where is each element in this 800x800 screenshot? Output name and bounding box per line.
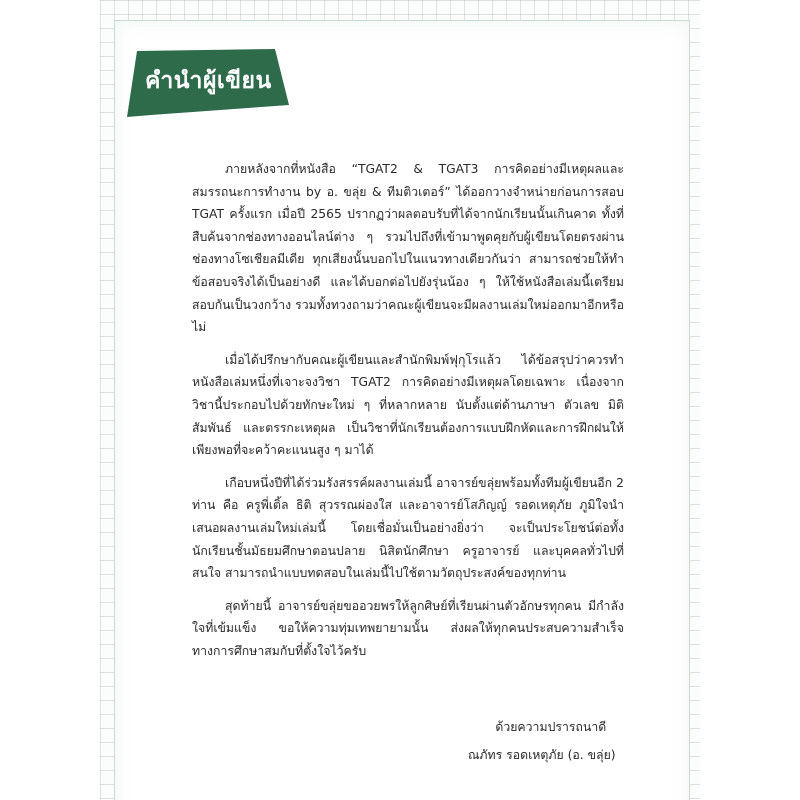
- paragraph-2: เมื่อได้ปรึกษากับคณะผู้เขียนและสำนักพิมพ์ฟุกุโรแล้ว ได้ข้อสรุปว่าควรทำหนังสือเล่มหนึ่งที่เจาะจงวิชา TGAT2 การคิดอย่างมีเหตุผลโดยเฉพาะ เนื่องจากวิชานี้ประกอบไปด้วยทักษะใหม่ ๆ ที่หลากหลาย นับตั้งแต่ด้านภาษา ตัวเลข มิติสัมพันธ์ และตรรกะเหตุผล เป็นวิชาที่นักเรียนต้องการแบบฝึกหัดและการฝึกฝนให้เพียงพอที่จะคว้าคะแนนสูง ๆ มาได้: [192, 352, 624, 458]
- preface-body: [192, 158, 624, 672]
- paragraph-3: เกือบหนึ่งปีที่ได้ร่วมรังสรรค์ผลงานเล่มนี้ อาจารย์ขลุ่ยพร้อมทั้งทีมผู้เขียนอีก 2 ท่าน คือ ครูพี่เติ้ล ธิติ สุวรรณผ่องใส และอาจารย์โสภิญญ์ รอดเหตุภัย ภูมิใจนำเสนอผลงานเล่มใหม่เล่มนี้ โดยเชื่อมั่นเป็นอย่างยิ่งว่า จะเป็นประโยชน์ต่อทั้งนักเรียนชั้นมัธยมศึกษาตอนปลาย นิสิตนักศึกษา ครูอาจารย์ และบุคคลทั่วไปที่สนใจ สามารถนำแบบทดสอบในเล่มนี้ไปใช้ตามวัตถุประสงค์ของทุกท่าน: [192, 475, 624, 581]
- signature-block: [468, 713, 616, 769]
- title-banner: [123, 43, 293, 118]
- paragraph-1: ภายหลังจากที่หนังสือ “TGAT2 & TGAT3 การคิดอย่างมีเหตุผลและสมรรถนะการทำงาน by อ. ขลุ่ย & ทีมติวเตอร์” ได้ออกวางจำหน่ายก่อนการสอบ TGAT ครั้งแรก เมื่อปี 2565 ปรากฏว่าผลตอบรับที่ได้จากนักเรียนนั้นเกินคาด ทั้งที่สืบค้นจากช่องทางออนไลน์ต่าง ๆ รวมไปถึงที่เข้ามาพูดคุยกับผู้เขียนโดยตรงผ่านช่องทางโซเชียลมีเดีย ทุกเสียงนั้นบอกไปในแนวทางเดียวกันว่า สามารถช่วยให้ทำข้อสอบจริงได้เป็นอย่างดี และได้บอกต่อไปยังรุ่นน้อง ๆ ให้ใช้หนังสือเล่มนี้เตรียมสอบกันเป็นวงกว้าง รวมทั้งทวงถามว่าคณะผู้เขียนจะมีผลงานเล่มใหม่ออกมาอีกหรือไม่: [192, 162, 624, 335]
- paragraph-4: สุดท้ายนี้ อาจารย์ขลุ่ยขออวยพรให้ลูกศิษย์ที่เรียนผ่านตัวอักษรทุกคน มีกำลังใจที่เข้มแข็ง ขอให้ความทุ่มเทพยายามนั้น ส่งผลให้ทุกคนประสบความสำเร็จทางการศึกษาสมกับที่ตั้งใจไว้ครับ: [192, 598, 624, 658]
- signature-closing: ด้วยความปรารถนาดี: [495, 720, 607, 734]
- page-title: คำนำผู้เขียน: [145, 68, 272, 94]
- signature-name: ณภัทร รอดเหตุภัย (อ. ขลุ่ย): [468, 748, 616, 762]
